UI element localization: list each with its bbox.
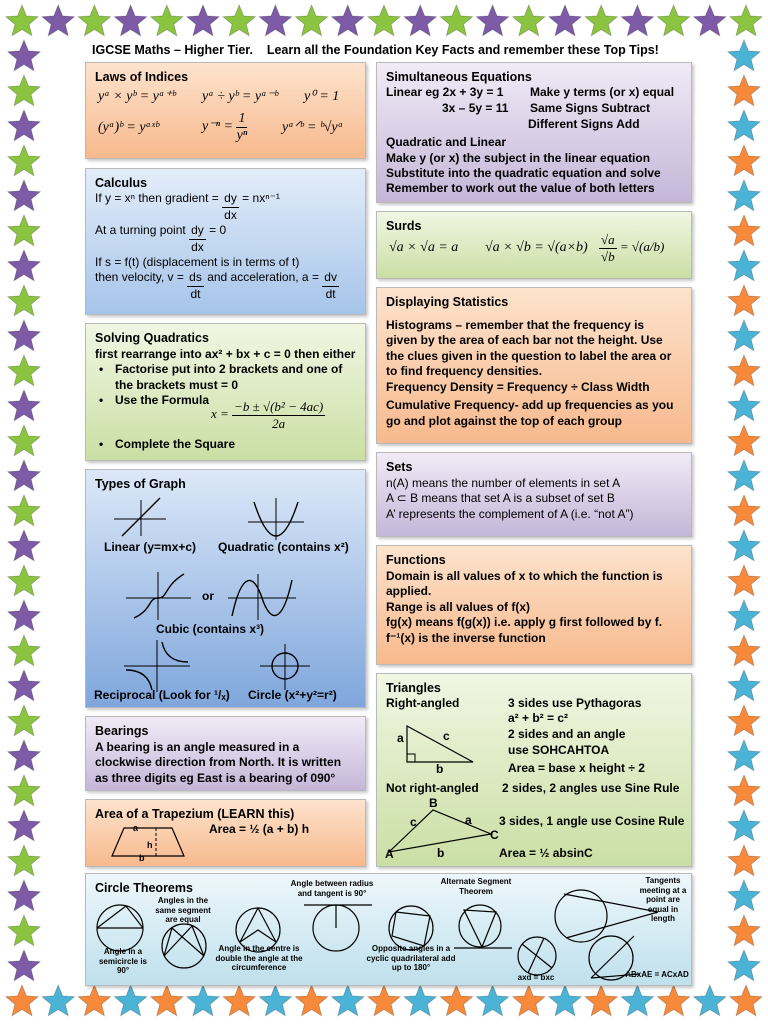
theorem-radius-tangent: Angle between radius and tangent is 90° — [290, 879, 374, 898]
border-star-icon — [728, 635, 760, 666]
border-star-icon — [621, 5, 653, 36]
page-header — [92, 43, 659, 57]
border-star-icon — [223, 985, 255, 1016]
border-star-icon — [8, 775, 40, 806]
index-law-negative: y⁻ⁿ = $\frac{1}{\text{yⁿ}}$ — [202, 111, 248, 143]
border-star-icon — [728, 75, 760, 106]
border-star-icon — [8, 845, 40, 876]
border-star-icon — [404, 985, 436, 1016]
border-star-icon — [151, 985, 183, 1016]
reciprocal-curve-1 — [162, 642, 188, 662]
border-star-icon — [440, 985, 472, 1016]
border-star-icon — [728, 110, 760, 141]
statistics-histograms: Histograms – remember that the frequency is given by the area of each bar not the height. Use the clues given in the question to label the area or to find frequency densities. — [386, 317, 672, 378]
alternate-segment-diagram — [454, 905, 512, 948]
border-star-icon — [728, 740, 760, 771]
cubic-label: Cubic (contains x³) — [156, 622, 265, 636]
border-star-icon — [404, 5, 436, 36]
border-star-icon — [8, 285, 40, 316]
tri-vertex-C: C — [490, 828, 499, 842]
sets-title: Sets — [386, 460, 413, 474]
border-star-icon — [368, 5, 400, 36]
sets-box — [376, 452, 692, 537]
border-star-icon — [549, 985, 581, 1016]
border-star-icon — [728, 915, 760, 946]
border-star-icon — [259, 985, 291, 1016]
linear-label: Linear (y=mx+c) — [104, 540, 197, 554]
border-star-icon — [694, 5, 726, 36]
border-star-icon — [332, 5, 364, 36]
simultaneous-tip3: Different Signs Add — [528, 117, 640, 131]
border-star-icon — [295, 5, 327, 36]
same-segment-diagram — [162, 924, 206, 968]
border-star-icon — [8, 215, 40, 246]
functions-domain: Domain is all values of x to which the function is applied. — [386, 568, 663, 598]
border-star-icon — [728, 705, 760, 736]
border-star-icon — [295, 985, 327, 1016]
border-star-icon — [78, 5, 110, 36]
border-star-icon — [187, 5, 219, 36]
border-star-icon — [223, 5, 255, 36]
quadratic-label: Quadratic (contains x²) — [218, 540, 349, 554]
trapezium-label-b: b — [139, 853, 145, 863]
theorem-cyclic-quadrilateral: Opposite angles in a cyclic quadrilateral add up to 180° — [366, 944, 456, 972]
tri-side-b: b — [437, 846, 445, 860]
calculus-box — [85, 168, 366, 315]
calculus-gradient: If y = xⁿ then gradient = $\frac{dy}{dx}$ = nxⁿ⁻¹ — [95, 191, 280, 222]
method-complete-square: • Complete the Square — [95, 437, 235, 453]
right-triangle — [407, 726, 473, 762]
reciprocal-curve-2 — [126, 670, 152, 690]
right-angled-label: Right-angled — [386, 696, 460, 710]
method-formula: • Use the Formula — [95, 393, 356, 409]
surd-rule-2: √a × √b = √(a×b) — [485, 240, 588, 255]
border-star-icon — [728, 145, 760, 176]
border-star-icon — [585, 985, 617, 1016]
theorem-intersecting-chords: axd = bxc — [517, 973, 555, 982]
bearings-text: A bearing is an angle measured in a clockwise direction from North. It is written as three digits eg East is a bearing of 090° — [95, 739, 342, 785]
tri-vertex-B: B — [429, 796, 438, 810]
border-star-icon — [151, 5, 183, 36]
border-star-icon — [728, 845, 760, 876]
border-star-icon — [728, 670, 760, 701]
border-star-icon — [657, 5, 689, 36]
border-star-icon — [78, 985, 110, 1016]
border-star-icon — [728, 495, 760, 526]
trapezium-label-a: a — [133, 823, 139, 833]
types-of-graph-box — [85, 469, 366, 708]
calculus-turning-point: At a turning point $\frac{dy}{dx}$ = 0 — [95, 223, 227, 254]
border-star-icon — [114, 5, 146, 36]
quad-linear-step2: Substitute into the quadratic equation and solve — [386, 166, 661, 180]
border-star-icon — [728, 320, 760, 351]
border-star-icon — [259, 5, 291, 36]
border-star-icon — [728, 880, 760, 911]
right-tri-label-c: c — [443, 729, 450, 743]
border-star-icon — [728, 355, 760, 386]
border-star-icon — [728, 600, 760, 631]
trapezium-box — [85, 799, 366, 867]
border-star-icon — [728, 425, 760, 456]
border-star-icon — [8, 250, 40, 281]
tri-rule-sohcahtoa-2: use SOHCAHTOA — [508, 743, 610, 757]
circle-theorems-title: Circle Theorems — [95, 881, 193, 895]
right-tri-label-b: b — [436, 762, 444, 776]
laws-of-indices-box — [85, 62, 366, 159]
simultaneous-eq1: Linear eg 2x + 3y = 1 — [386, 85, 504, 99]
functions-box — [376, 545, 692, 665]
quadratic-formula: x = $\frac{\text{−b ± √(b² − 4ac)}}{2a}$ — [211, 399, 324, 431]
index-law-power: (yᵃ)ᵇ = yᵃˣᵇ — [98, 120, 159, 135]
circle-label: Circle (x²+y²=r²) — [248, 688, 337, 702]
quadratics-intro: first rearrange into ax² + bx + c = 0 then either — [95, 346, 356, 361]
border-star-icon — [728, 40, 760, 71]
border-star-icon — [728, 775, 760, 806]
simultaneous-box — [376, 62, 692, 203]
theorem-semicircle: Angle in a semicircle is 90° — [98, 947, 148, 975]
border-star-icon — [8, 600, 40, 631]
border-star-icon — [513, 985, 545, 1016]
not-right-angled-label: Not right-angled — [386, 781, 479, 795]
cubic-curve — [134, 574, 184, 618]
right-tri-label-a: a — [397, 731, 404, 745]
border-star-icon — [730, 5, 762, 36]
solving-quadratics-title: Solving Quadratics — [95, 331, 209, 345]
border-star-icon — [8, 530, 40, 561]
border-star-icon — [728, 950, 760, 981]
border-star-icon — [728, 215, 760, 246]
border-star-icon — [8, 810, 40, 841]
types-of-graph-title: Types of Graph — [95, 477, 186, 491]
border-star-icon — [8, 915, 40, 946]
calculus-velocity: then velocity, v = $\frac{ds}{dt}$ and acceleration, a = $\frac{dv}{dt}$ — [95, 270, 337, 301]
functions-composite: fg(x) means f(g(x)) i.e. apply g first followed by f. — [386, 615, 663, 629]
quadratics-methods-2 — [95, 437, 235, 453]
simultaneous-tip1: Make y terms (or x) equal — [530, 85, 675, 99]
statistics-frequency-density: Frequency Density = Frequency ÷ Class Width — [386, 379, 650, 394]
border-star-icon — [8, 740, 40, 771]
border-star-icon — [730, 985, 762, 1016]
border-star-icon — [368, 985, 400, 1016]
border-star-icon — [440, 5, 472, 36]
border-star-icon — [187, 985, 219, 1016]
graph-sketches — [86, 470, 367, 709]
index-law-fractional: yᵃᐟᵇ = ᵇ√yᵃ — [282, 120, 344, 135]
trapezium-title: Area of a Trapezium (LEARN this) — [95, 807, 295, 821]
border-star-icon — [657, 985, 689, 1016]
border-star-icon — [8, 320, 40, 351]
sets-line-2: A ⊂ B means that set A is a subset of set B — [386, 491, 615, 505]
border-star-icon — [513, 5, 545, 36]
border-star-icon — [728, 390, 760, 421]
theorem-same-segment: Angles in the same segment are equal — [155, 896, 211, 924]
border-star-icon — [8, 40, 40, 71]
theorem-centre-angle: Angle in the centre is double the angle at the circumference — [215, 944, 303, 972]
simultaneous-tip2: Same Signs Subtract — [530, 101, 651, 115]
border-star-icon — [332, 985, 364, 1016]
tri-rule-pythagoras: 3 sides use Pythagoras — [508, 696, 642, 710]
circle-theorems-box — [85, 873, 692, 986]
reciprocal-label: Reciprocal (Look for ¹/ₓ) — [94, 688, 230, 702]
border-star-icon — [476, 985, 508, 1016]
border-star-icon — [8, 495, 40, 526]
border-star-icon — [476, 5, 508, 36]
triangles-box — [376, 673, 692, 867]
border-star-icon — [728, 565, 760, 596]
header-title: IGCSE Maths – Higher Tier. — [92, 43, 253, 57]
bearings-box — [85, 716, 366, 791]
surds-box — [376, 211, 692, 279]
border-star-icon — [8, 565, 40, 596]
border-star-icon — [621, 985, 653, 1016]
simultaneous-title: Simultaneous Equations — [386, 70, 532, 84]
border-star-icon — [6, 985, 38, 1016]
theorem-secant-product: ABxAE = ACxAD — [625, 970, 689, 979]
tri-rule-sine: 2 sides, 2 angles use Sine Rule — [502, 781, 680, 795]
border-star-icon — [42, 5, 74, 36]
radius-tangent-diagram — [304, 905, 372, 951]
border-star-icon — [8, 880, 40, 911]
calculus-title: Calculus — [95, 176, 148, 190]
tri-vertex-A: A — [385, 847, 394, 861]
functions-range: Range is all values of f(x) — [386, 599, 531, 614]
border-star-icon — [8, 635, 40, 666]
index-law-zero: y⁰ = 1 — [304, 89, 340, 104]
tri-side-c: c — [410, 815, 417, 829]
tri-rule-area-general: Area = ½ absinC — [499, 846, 593, 860]
solving-quadratics-box — [85, 323, 366, 461]
surds-title: Surds — [386, 219, 422, 233]
border-star-icon — [8, 670, 40, 701]
quad-linear-title: Quadratic and Linear — [386, 135, 507, 149]
calculus-displacement: If s = f(t) (displacement is in terms of t) — [95, 255, 300, 269]
border-star-icon — [114, 985, 146, 1016]
statistics-box — [376, 287, 692, 444]
or-label: or — [202, 589, 214, 603]
sets-line-1: n(A) means the number of elements in set A — [386, 475, 621, 490]
functions-title: Functions — [386, 553, 446, 567]
border-star-icon — [728, 530, 760, 561]
border-star-icon — [728, 250, 760, 281]
border-star-icon — [8, 950, 40, 981]
theorem-tangents-equal: Tangents meeting at a point are equal in length — [639, 876, 687, 923]
border-star-icon — [8, 705, 40, 736]
bearings-title: Bearings — [95, 724, 149, 738]
border-star-icon — [8, 75, 40, 106]
border-star-icon — [8, 180, 40, 211]
right-angle-mark — [407, 754, 415, 762]
border-star-icon — [8, 355, 40, 386]
border-star-icon — [728, 810, 760, 841]
index-law-divide: yᵃ ÷ yᵇ = yᵃ⁻ᵇ — [202, 89, 278, 104]
border-star-icon — [8, 110, 40, 141]
border-star-icon — [549, 5, 581, 36]
tri-rule-sohcahtoa-1: 2 sides and an angle — [508, 727, 626, 741]
surd-rule-3: $\frac{√a}{√b}$ = √(a/b) — [601, 232, 665, 264]
triangles-title: Triangles — [386, 681, 441, 695]
border-star-icon — [8, 460, 40, 491]
border-star-icon — [8, 145, 40, 176]
tri-side-a: a — [465, 813, 472, 827]
quad-linear-step1: Make y (or x) the subject in the linear equation — [386, 151, 651, 165]
functions-inverse: f⁻¹(x) is the inverse function — [386, 630, 546, 645]
trapezium-label-h: h — [147, 840, 153, 850]
border-star-icon — [694, 985, 726, 1016]
quad-linear-step3: Remember to work out the value of both letters — [386, 181, 655, 195]
sets-line-3: A’ represents the complement of A (i.e. “not A”) — [386, 506, 634, 521]
border-star-icon — [42, 985, 74, 1016]
index-law-multiply: yᵃ × yᵇ = yᵃ⁺ᵇ — [98, 89, 176, 104]
statistics-title: Displaying Statistics — [386, 295, 509, 309]
tri-rule-cosine: 3 sides, 1 angle use Cosine Rule — [499, 814, 685, 828]
border-star-icon — [728, 180, 760, 211]
intersecting-chords-diagram — [518, 937, 556, 975]
semicircle-diagram — [97, 905, 143, 951]
border-star-icon — [8, 390, 40, 421]
surd-rule-1: √a × √a = a — [389, 240, 459, 255]
tri-rule-area-right: Area = base x height ÷ 2 — [508, 761, 645, 775]
theorem-alternate-segment: Alternate Segment Theorem — [440, 877, 512, 896]
header-tagline: Learn all the Foundation Key Facts and remember these Top Tips! — [266, 43, 659, 57]
laws-of-indices-title: Laws of Indices — [95, 70, 189, 84]
border-star-icon — [6, 5, 38, 36]
method-factorise: • Factorise put into 2 brackets and one of the brackets must = 0 — [95, 362, 356, 393]
trapezium-formula: Area = ½ (a + b) h — [209, 822, 310, 836]
border-star-icon — [585, 5, 617, 36]
border-star-icon — [728, 285, 760, 316]
tri-rule-pythagoras-formula: a² + b² = c² — [508, 711, 569, 725]
border-star-icon — [728, 460, 760, 491]
simultaneous-eq2: 3x – 5y = 11 — [442, 101, 509, 115]
border-star-icon — [8, 425, 40, 456]
statistics-cumulative: Cumulative Frequency- add up frequencies as you go and plot against the top of each group — [386, 398, 674, 428]
